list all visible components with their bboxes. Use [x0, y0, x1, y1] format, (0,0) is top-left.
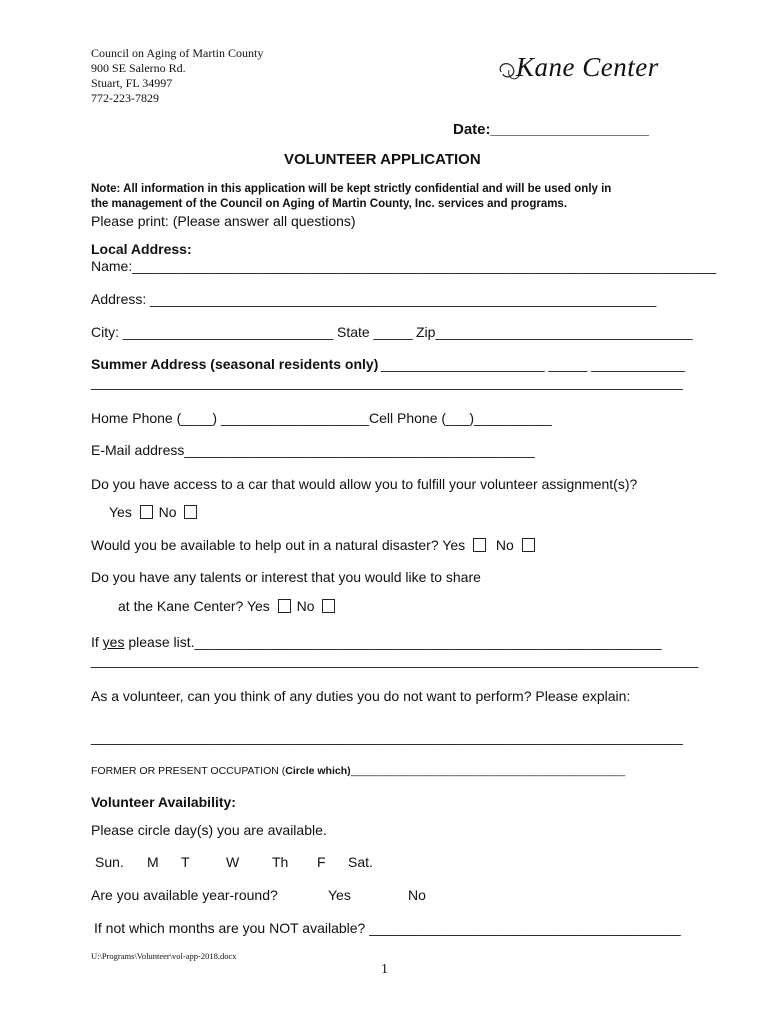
talents-list-field[interactable] [91, 634, 662, 650]
car-answer-row [109, 504, 199, 520]
occupation-label: FORMER OR PRESENT OCCUPATION ( [91, 765, 286, 777]
talents-list-field-line2[interactable]: ______________________________________________________________________________ [91, 652, 699, 668]
day-sun[interactable]: Sun. [95, 854, 124, 870]
local-address-heading: Local Address: [91, 241, 192, 257]
disaster-yes-checkbox[interactable] [473, 538, 486, 552]
disaster-question: Would you be available to help out in a natural disaster? Yes [91, 537, 466, 553]
state-field[interactable]: State _____ [337, 324, 413, 340]
summer-address-field-line2[interactable]: ____________________________________________________________________________ [91, 374, 683, 390]
page-title: VOLUNTEER APPLICATION [284, 151, 481, 168]
talents-question-cont: at the Kane Center? Yes [118, 598, 270, 614]
confidential-note-line2: the management of the Council on Aging of Martin County, Inc. services and programs. [91, 198, 568, 210]
car-yes-checkbox[interactable] [140, 505, 153, 519]
page-number: 1 [381, 962, 388, 977]
name-field[interactable]: Name:___________________________________________________________________________ [91, 258, 717, 274]
day-sat[interactable]: Sat. [348, 854, 373, 870]
org-street: 900 SE Salerno Rd. [91, 61, 186, 75]
disaster-no-label: No [495, 537, 514, 553]
org-name: Council on Aging of Martin County [91, 46, 264, 60]
car-no-checkbox[interactable] [184, 505, 197, 519]
year-round-no[interactable]: No [408, 887, 426, 903]
day-wed[interactable]: W [226, 854, 240, 870]
car-no-label: No [158, 504, 177, 520]
year-round-yes[interactable]: Yes [328, 887, 351, 903]
city-field[interactable]: City: ___________________________ [91, 324, 334, 340]
day-thu[interactable]: Th [272, 854, 289, 870]
summer-address-heading: Summer Address (seasonal residents only) [91, 356, 379, 372]
circle-days-instruction: Please circle day(s) you are available. [91, 822, 327, 838]
year-round-question: Are you available year-round? [91, 887, 278, 903]
day-mon[interactable]: M [147, 854, 159, 870]
zip-field[interactable]: Zip_________________________________ [416, 324, 693, 340]
if-list-tail: please list.____________________________________________________________ [128, 634, 662, 650]
day-tue[interactable]: T [181, 854, 190, 870]
disaster-no-checkbox[interactable] [522, 538, 535, 552]
talents-question: Do you have any talents or interest that you would like to share [91, 569, 481, 585]
cell-phone-field[interactable]: Cell Phone (___)__________ [369, 410, 552, 426]
org-city-state: Stuart, FL 34997 [91, 76, 173, 90]
car-yes-label: Yes [109, 504, 132, 520]
unavailable-months-field[interactable]: If not which months are you NOT available? ________________________________________ [94, 920, 681, 936]
email-field[interactable]: E-Mail address_____________________________________________ [91, 442, 535, 458]
talents-yes-checkbox[interactable] [278, 599, 291, 613]
occupation-field[interactable] [91, 765, 625, 777]
talents-row [118, 598, 337, 614]
org-phone: 772-223-7829 [91, 91, 159, 105]
logo-text: Kane Center [516, 52, 659, 82]
if-label: If [91, 634, 99, 650]
car-question: Do you have access to a car that would allow you to fulfill your volunteer assignment(s)? [91, 476, 638, 492]
footer-file-path: U:\Programs\Volunteer\vol-app-2018.docx [91, 951, 237, 961]
confidential-note-line1: Note: All information in this application will be kept strictly confidential and will be used only in [91, 183, 612, 195]
address-field[interactable]: Address: _________________________________________________________________ [91, 291, 657, 307]
date-field[interactable]: Date:___________________ [453, 121, 650, 138]
if-yes-word: yes [102, 634, 125, 650]
occupation-line: _______________________________________________ [350, 765, 626, 777]
print-instruction: Please print: (Please answer all questions) [91, 213, 356, 229]
duties-question: As a volunteer, can you think of any duties you do not want to perform? Please explain: [91, 688, 631, 704]
day-fri[interactable]: F [317, 854, 326, 870]
talents-no-label: No [296, 598, 315, 614]
home-phone-field[interactable]: Home Phone (____) ___________________ [91, 410, 369, 426]
availability-heading: Volunteer Availability: [91, 794, 236, 810]
duties-field[interactable]: ____________________________________________________________________________ [91, 729, 683, 745]
talents-no-checkbox[interactable] [322, 599, 335, 613]
summer-address-field[interactable]: _____________________ _____ ____________ [381, 356, 685, 372]
occupation-circle-note: Circle which) [285, 765, 351, 777]
disaster-row [91, 537, 537, 553]
